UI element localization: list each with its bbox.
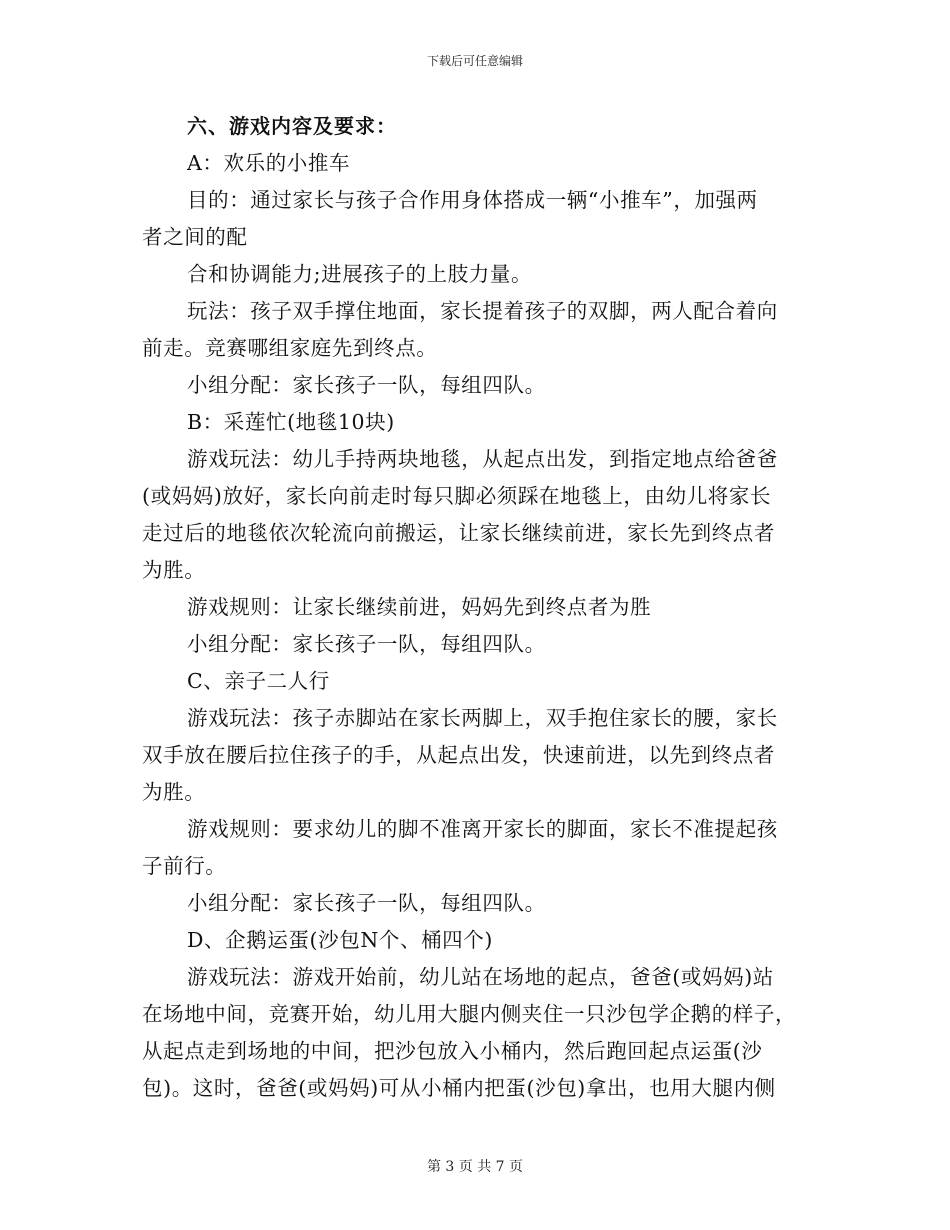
text-line: 在场地中间，竞赛开始，幼儿用大腿内侧夹住一只沙包学企鹅的样子， [142,1002,797,1026]
text-line: 合和协调能力;进展孩子的上肢力量。 [187,262,533,286]
text-line: C、亲子二人行 [187,669,330,693]
text-line: B：采莲忙(地毯10块) [187,410,395,434]
text-line: 包)。这时，爸爸(或妈妈)可从小桶内把蛋(沙包)拿出，也用大腿内侧 [142,1076,776,1100]
text-line: 为胜。 [142,780,206,804]
page-footer: 第 3 页 共 7 页 [426,1159,524,1175]
text-line: 游戏规则：要求幼儿的脚不准离开家长的脚面，家长不准提起孩 [187,817,778,841]
text-line: 游戏玩法：游戏开始前，幼儿站在场地的起点，爸爸(或妈妈)站 [187,965,774,989]
text-line: 走过后的地毯依次轮流向前搬运，让家长继续前进，家长先到终点者 [142,521,775,545]
text-line: 游戏玩法：孩子赤脚站在家长两脚上，双手抱住家长的腰，家长 [187,706,778,730]
text-line: 子前行。 [142,854,227,878]
section-heading: 六、游戏内容及要求： [187,114,397,138]
text-line: 小组分配：家长孩子一队，每组四队。 [187,891,546,915]
document-body [142,108,812,1107]
text-line: 从起点走到场地的中间，把沙包放入小桶内，然后跑回起点运蛋(沙 [142,1039,763,1063]
text-line: 前走。竞赛哪组家庭先到终点。 [142,336,438,360]
text-line: (或妈妈)放好，家长向前走时每只脚必须踩在地毯上，由幼儿将家长 [142,484,772,508]
text-line: 小组分配：家长孩子一队，每组四队。 [187,632,546,656]
text-line: 游戏玩法：幼儿手持两块地毯，从起点出发，到指定地点给爸爸 [187,447,778,471]
text-line: 小组分配：家长孩子一队，每组四队。 [187,373,546,397]
text-line: 玩法：孩子双手撑住地面，家长提着孩子的双脚，两人配合着向 [187,299,778,323]
page-header: 下载后可任意编辑 [426,54,523,68]
text-line: 者之间的配 [142,225,248,249]
text-line: 为胜。 [142,558,206,582]
text-line: 游戏规则：让家长继续前进，妈妈先到终点者为胜 [187,595,652,619]
text-line: 双手放在腰后拉住孩子的手，从起点出发，快速前进，以先到终点者 [142,743,775,767]
text-line: 目的：通过家长与孩子合作用身体搭成一辆“小推车”，加强两 [187,188,758,212]
text-line: A：欢乐的小推车 [187,151,351,175]
text-line: D、企鹅运蛋(沙包N个、桶四个) [187,928,493,952]
